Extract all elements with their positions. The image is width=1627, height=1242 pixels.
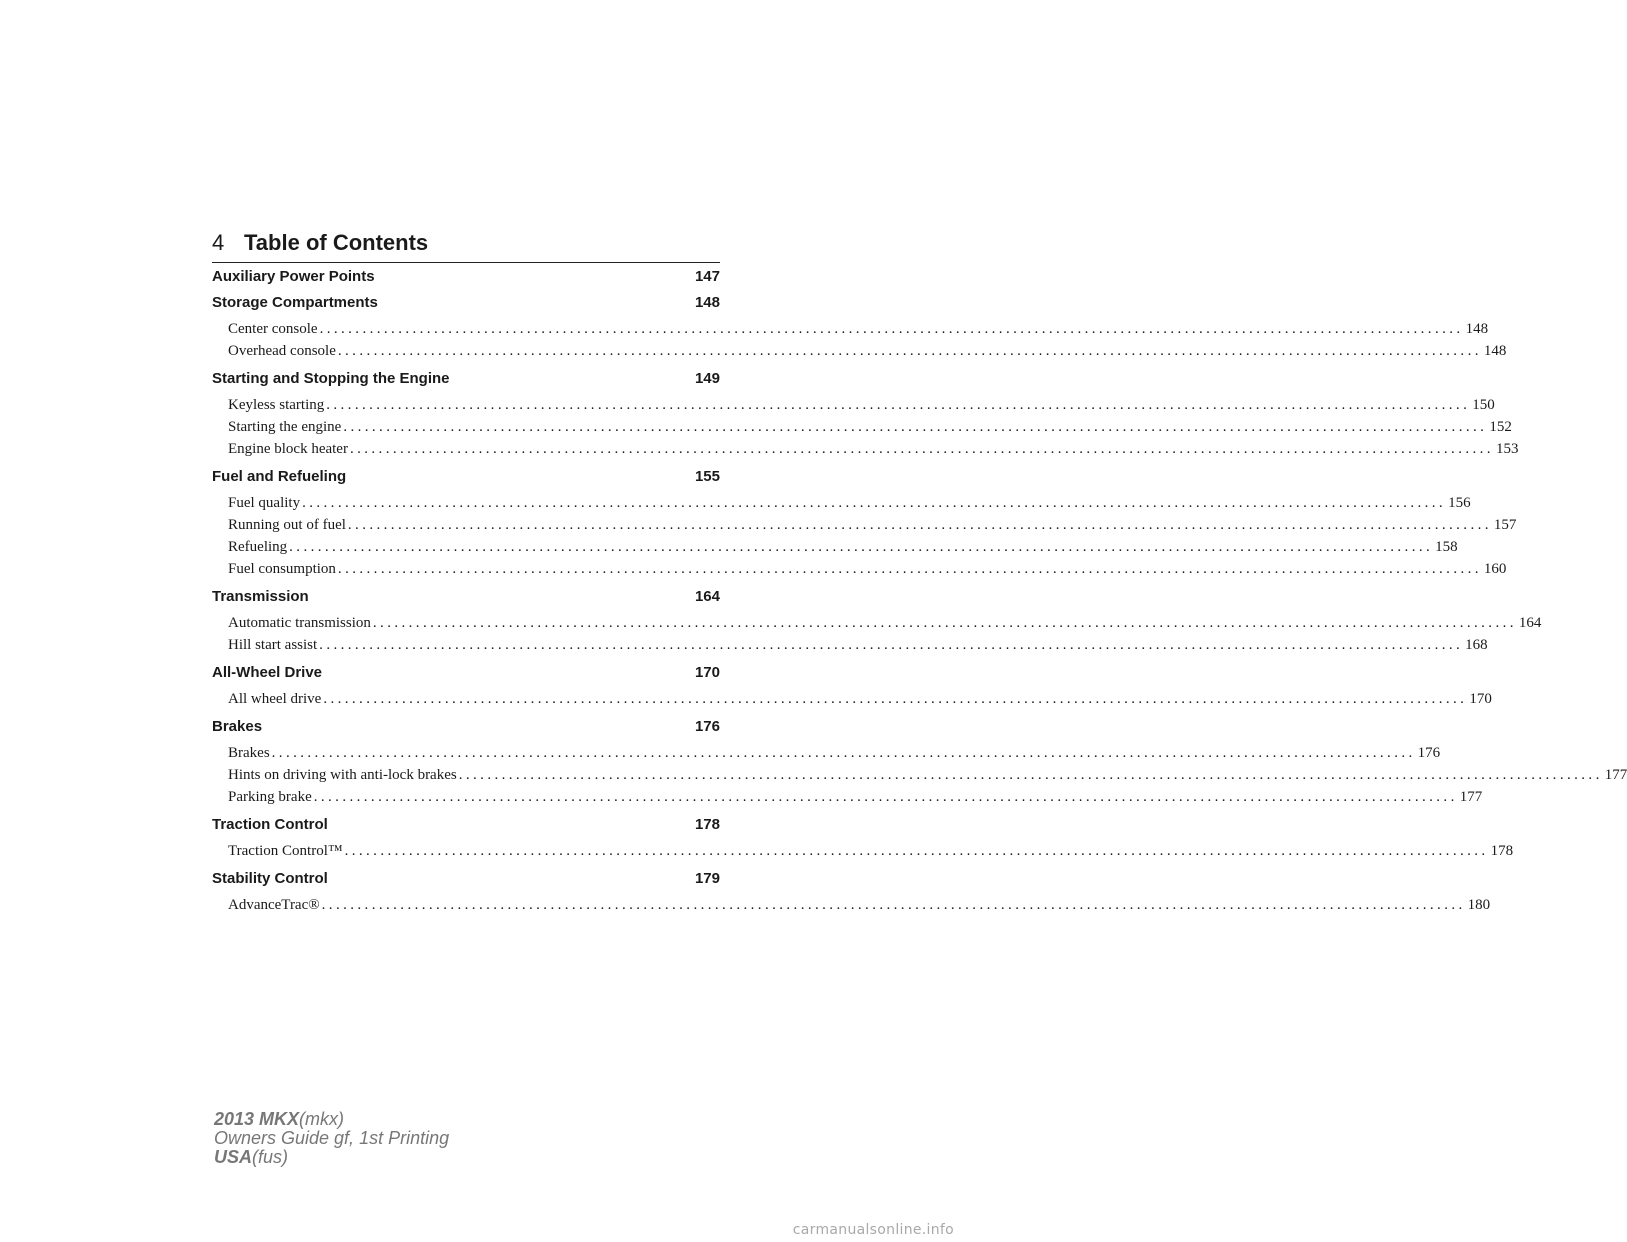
section-page-number: 164 <box>694 588 720 605</box>
toc-entry[interactable] <box>212 514 1517 536</box>
section-title: Fuel and Refueling <box>212 468 347 485</box>
toc-entry[interactable] <box>212 634 1488 656</box>
toc-section <box>212 468 1517 580</box>
toc-section-heading[interactable] <box>212 718 720 736</box>
dot-leader: ................................................................................................................................................................ <box>347 517 1492 533</box>
entry-page-number: 177 <box>1459 789 1483 805</box>
toc-entry[interactable] <box>212 536 1458 558</box>
toc-section-heading[interactable] <box>212 870 720 888</box>
entry-page-number: 150 <box>1472 397 1495 413</box>
section-title: Transmission <box>212 588 309 605</box>
entry-page-number: 168 <box>1465 637 1488 653</box>
toc-entry[interactable] <box>212 742 1441 764</box>
footer-region: USA <box>214 1147 253 1167</box>
dot-leader: ................................................................................................................................................................ <box>313 789 1458 805</box>
entry-page-number: 176 <box>1417 745 1441 761</box>
entry-page-number: 164 <box>1518 615 1542 631</box>
footer-model-code: (mkx) <box>299 1109 345 1129</box>
section-title: Auxiliary Power Points <box>212 268 375 285</box>
page-header <box>212 226 720 263</box>
toc-section <box>212 718 1627 808</box>
toc-entry[interactable] <box>212 416 1512 438</box>
entry-page-number: 152 <box>1489 419 1512 435</box>
toc-entry[interactable] <box>212 688 1492 710</box>
toc-section-heading[interactable] <box>212 268 720 286</box>
toc-entry[interactable] <box>212 558 1507 580</box>
dot-leader: ................................................................................................................................................................ <box>321 897 1466 913</box>
dot-leader: ................................................................................................................................................................ <box>337 343 1482 359</box>
toc-entry[interactable] <box>212 340 1507 362</box>
section-page-number: 178 <box>694 816 720 833</box>
print-footer <box>214 1110 449 1167</box>
section-page-number: 155 <box>694 468 720 485</box>
toc-entry[interactable] <box>212 318 1489 340</box>
toc-section <box>212 268 720 286</box>
toc-section-heading[interactable] <box>212 468 720 486</box>
entry-title: Running out of fuel <box>228 517 346 533</box>
toc-section-heading[interactable] <box>212 816 720 834</box>
footer-line-region <box>214 1148 449 1167</box>
entry-page-number: 156 <box>1448 495 1471 511</box>
toc-section-heading[interactable] <box>212 664 720 682</box>
footer-line-model <box>214 1110 449 1129</box>
toc-section <box>212 664 1492 710</box>
toc-entry[interactable] <box>212 394 1495 416</box>
toc-section-heading[interactable] <box>212 294 720 312</box>
entry-page-number: 148 <box>1483 343 1507 359</box>
footer-model: 2013 MKX <box>214 1109 300 1129</box>
entry-page-number: 153 <box>1495 441 1519 457</box>
section-page-number: 147 <box>694 268 720 285</box>
section-page-number: 170 <box>694 664 720 681</box>
toc-section <box>212 588 1542 656</box>
page-number: 4 <box>212 230 225 255</box>
toc-entry[interactable] <box>212 612 1542 634</box>
toc-section <box>212 870 1491 916</box>
entry-title: Fuel quality <box>228 495 301 511</box>
table-of-contents <box>212 268 1627 924</box>
entry-title: Keyless starting <box>228 397 325 413</box>
section-title: Starting and Stopping the Engine <box>212 370 450 387</box>
section-title: Traction Control <box>212 816 328 833</box>
dot-leader: ................................................................................................................................................................ <box>326 397 1471 413</box>
entry-title: Hints on driving with anti-lock brakes <box>228 767 457 783</box>
toc-entry[interactable] <box>212 840 1514 862</box>
dot-leader: ................................................................................................................................................................ <box>458 767 1603 783</box>
section-page-number: 179 <box>694 870 720 887</box>
entry-title: Overhead console <box>228 343 336 359</box>
section-title: Brakes <box>212 718 263 735</box>
section-title: Stability Control <box>212 870 328 887</box>
toc-entry[interactable] <box>212 786 1483 808</box>
dot-leader: ................................................................................................................................................................ <box>343 419 1488 435</box>
toc-section <box>212 370 1519 460</box>
toc-section-heading[interactable] <box>212 370 720 388</box>
footer-line-guide: Owners Guide gf, 1st Printing <box>214 1128 450 1148</box>
section-page-number: 176 <box>694 718 720 735</box>
toc-entry[interactable] <box>212 438 1519 460</box>
toc-entry[interactable] <box>212 492 1471 514</box>
section-title: All-Wheel Drive <box>212 664 323 681</box>
section-page-number: 149 <box>694 370 720 387</box>
toc-section <box>212 816 1514 862</box>
dot-leader: ................................................................................................................................................................ <box>372 615 1517 631</box>
dot-leader: ................................................................................................................................................................ <box>289 539 1434 555</box>
footer-region-code: (fus) <box>252 1147 289 1167</box>
entry-title: Starting the engine <box>228 419 342 435</box>
entry-page-number: 158 <box>1435 539 1458 555</box>
entry-page-number: 170 <box>1469 691 1492 707</box>
dot-leader: ................................................................................................................................................................ <box>319 321 1464 337</box>
entry-title: Hill start assist <box>228 637 318 653</box>
entry-title: Brakes <box>228 745 270 761</box>
entry-title: AdvanceTrac® <box>228 897 320 913</box>
entry-title: Center console <box>228 321 318 337</box>
entry-title: Parking brake <box>228 789 312 805</box>
dot-leader: ................................................................................................................................................................ <box>337 561 1482 577</box>
dot-leader: ................................................................................................................................................................ <box>271 745 1416 761</box>
toc-entry[interactable] <box>212 894 1491 916</box>
entry-page-number: 180 <box>1467 897 1491 913</box>
section-page-number: 148 <box>694 294 720 311</box>
page-title: Table of Contents <box>244 230 429 255</box>
toc-section-heading[interactable] <box>212 588 720 606</box>
dot-leader: ................................................................................................................................................................ <box>349 441 1494 457</box>
dot-leader: ................................................................................................................................................................ <box>302 495 1447 511</box>
entry-page-number: 157 <box>1493 517 1517 533</box>
entry-title: Refueling <box>228 539 288 555</box>
watermark-text: carmanualsonline.info <box>792 1222 954 1238</box>
dot-leader: ................................................................................................................................................................ <box>319 637 1464 653</box>
section-title: Storage Compartments <box>212 294 378 311</box>
dot-leader: ................................................................................................................................................................ <box>323 691 1468 707</box>
entry-page-number: 148 <box>1465 321 1489 337</box>
entry-title: Fuel consumption <box>228 561 336 577</box>
entry-title: All wheel drive <box>228 691 322 707</box>
toc-entry[interactable] <box>212 764 1627 786</box>
entry-page-number: 177 <box>1604 767 1627 783</box>
entry-title: Engine block heater <box>228 441 348 457</box>
entry-page-number: 160 <box>1483 561 1507 577</box>
entry-title: Traction Control™ <box>228 843 343 859</box>
entry-title: Automatic transmission <box>228 615 371 631</box>
entry-page-number: 178 <box>1490 843 1514 859</box>
dot-leader: ................................................................................................................................................................ <box>344 843 1489 859</box>
toc-section <box>212 294 1507 362</box>
